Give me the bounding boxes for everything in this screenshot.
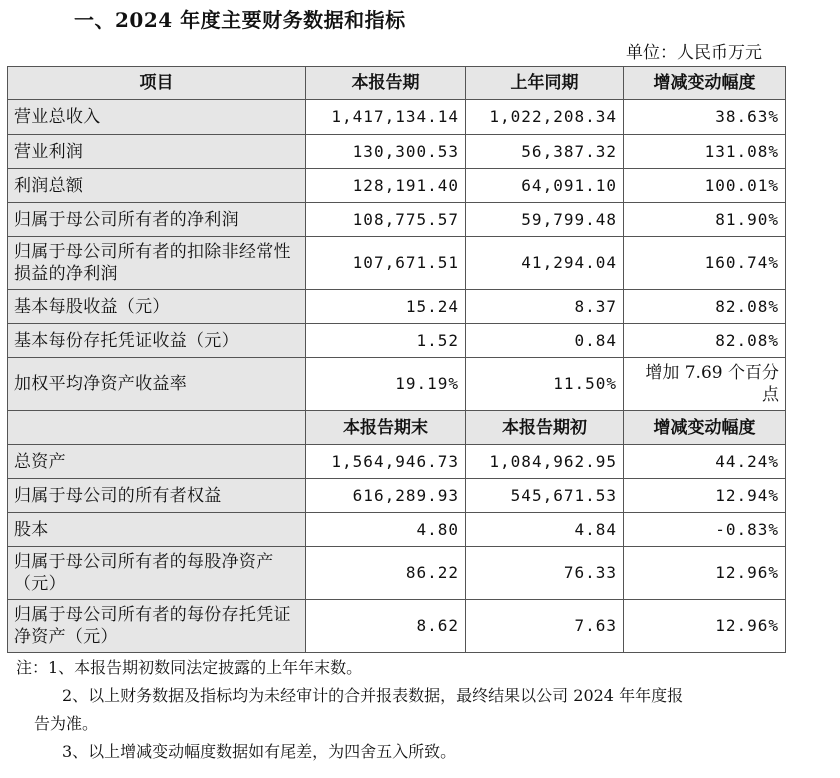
end-value: 616,289.93 [306, 479, 466, 513]
table-row [8, 513, 786, 547]
unit-label: 单位：人民币万元 [626, 43, 762, 63]
row-label: 归属于母公司的所有者权益 [8, 479, 306, 513]
change-value: 131.08% [624, 135, 786, 169]
end-value: 8.62 [306, 600, 466, 653]
table-row [8, 600, 786, 653]
financial-table [7, 66, 786, 653]
row-label: 归属于母公司所有者的每份存托凭证净资产（元） [8, 600, 306, 653]
header-prior-period: 上年同期 [466, 67, 624, 100]
header-change: 增减变动幅度 [624, 411, 786, 445]
current-value: 19.19% [306, 358, 466, 411]
row-label: 加权平均净资产收益率 [8, 358, 306, 411]
change-value: 12.96% [624, 547, 786, 600]
end-value: 86.22 [306, 547, 466, 600]
current-value: 15.24 [306, 290, 466, 324]
row-label: 基本每股收益（元） [8, 290, 306, 324]
table-row [8, 203, 786, 237]
table-row [8, 135, 786, 169]
row-label: 归属于母公司所有者的每股净资产（元） [8, 547, 306, 600]
table-row [8, 100, 786, 135]
current-value: 108,775.57 [306, 203, 466, 237]
change-value: 160.74% [624, 237, 786, 290]
prior-value: 59,799.48 [466, 203, 624, 237]
note-2-line-1: 2、以上财务数据及指标均为未经审计的合并报表数据，最终结果以公司 2024 年年度报 [62, 686, 684, 705]
table-header-row [8, 67, 786, 100]
header-period-end: 本报告期末 [306, 411, 466, 445]
subheader-blank [8, 411, 306, 445]
change-value: -0.83% [624, 513, 786, 547]
current-value: 107,671.51 [306, 237, 466, 290]
table-row [8, 445, 786, 479]
header-item: 项目 [8, 67, 306, 100]
row-label: 营业总收入 [8, 100, 306, 135]
table-subheader-row [8, 411, 786, 445]
change-value: 12.94% [624, 479, 786, 513]
note-2-line-2: 告为准。 [34, 714, 99, 733]
prior-value: 41,294.04 [466, 237, 624, 290]
prior-value: 56,387.32 [466, 135, 624, 169]
row-label: 股本 [8, 513, 306, 547]
header-change: 增减变动幅度 [624, 67, 786, 100]
notes-section [0, 654, 840, 766]
change-value: 81.90% [624, 203, 786, 237]
current-value: 130,300.53 [306, 135, 466, 169]
change-value: 82.08% [624, 290, 786, 324]
change-value: 12.96% [624, 600, 786, 653]
end-value: 4.80 [306, 513, 466, 547]
change-value: 82.08% [624, 324, 786, 358]
note-1: 注：1、本报告期初数同法定披露的上年年末数。 [16, 658, 363, 677]
table-row [8, 479, 786, 513]
row-label: 总资产 [8, 445, 306, 479]
row-label: 归属于母公司所有者的扣除非经常性损益的净利润 [8, 237, 306, 290]
current-value: 1,417,134.14 [306, 100, 466, 135]
end-value: 1,564,946.73 [306, 445, 466, 479]
table-row [8, 237, 786, 290]
begin-value: 7.63 [466, 600, 624, 653]
prior-value: 1,022,208.34 [466, 100, 624, 135]
change-value: 增加 7.69 个百分点 [624, 358, 786, 411]
table-row [8, 547, 786, 600]
note-3: 3、以上增减变动幅度数据如有尾差，为四舍五入所致。 [62, 742, 457, 761]
table-row [8, 358, 786, 411]
table-row [8, 169, 786, 203]
row-label: 利润总额 [8, 169, 306, 203]
begin-value: 4.84 [466, 513, 624, 547]
section-title: 一、2024 年度主要财务数据和指标 [74, 8, 406, 32]
header-period-begin: 本报告期初 [466, 411, 624, 445]
change-value: 38.63% [624, 100, 786, 135]
row-label: 基本每份存托凭证收益（元） [8, 324, 306, 358]
current-value: 128,191.40 [306, 169, 466, 203]
current-value: 1.52 [306, 324, 466, 358]
begin-value: 545,671.53 [466, 479, 624, 513]
prior-value: 8.37 [466, 290, 624, 324]
prior-value: 64,091.10 [466, 169, 624, 203]
table-row [8, 290, 786, 324]
row-label: 归属于母公司所有者的净利润 [8, 203, 306, 237]
header-current-period: 本报告期 [306, 67, 466, 100]
begin-value: 1,084,962.95 [466, 445, 624, 479]
change-value: 100.01% [624, 169, 786, 203]
prior-value: 11.50% [466, 358, 624, 411]
row-label: 营业利润 [8, 135, 306, 169]
change-value: 44.24% [624, 445, 786, 479]
begin-value: 76.33 [466, 547, 624, 600]
table-row [8, 324, 786, 358]
prior-value: 0.84 [466, 324, 624, 358]
